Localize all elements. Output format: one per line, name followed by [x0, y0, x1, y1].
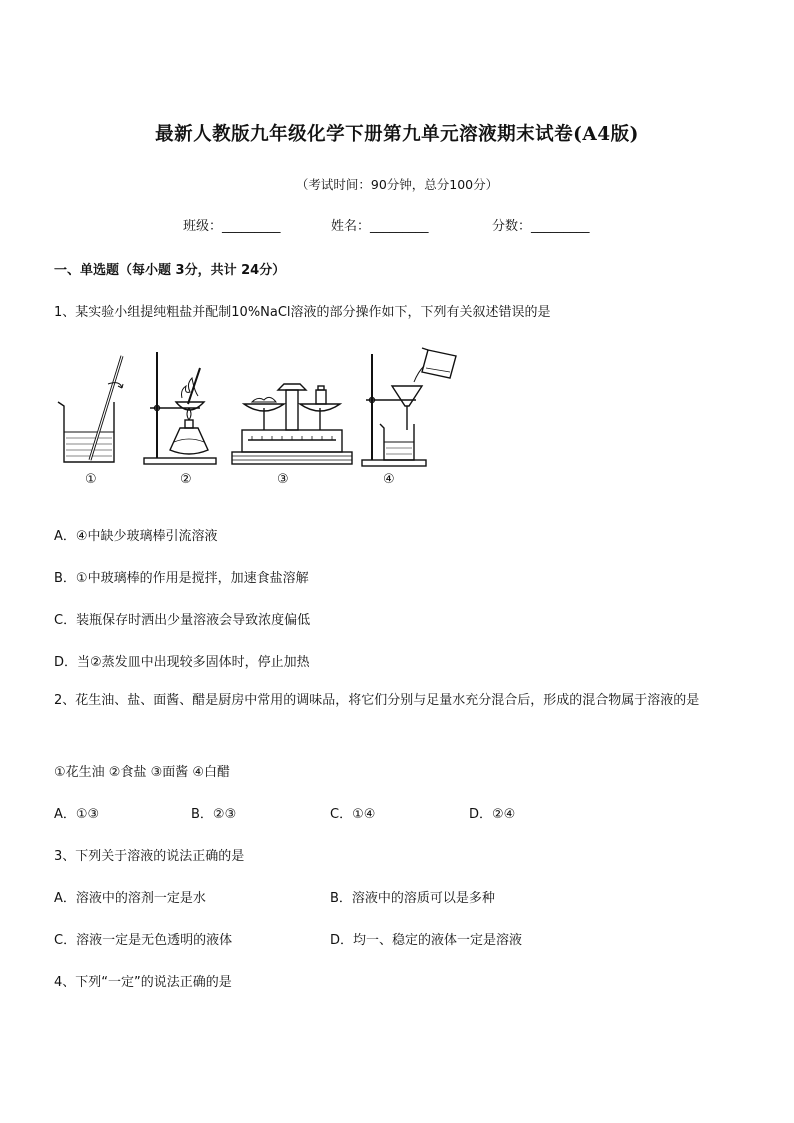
name-field [331, 215, 429, 234]
name-label: 姓名： [331, 219, 371, 234]
question-1-stem: 1、某实验小组提纯粗盐并配制10%NaCl溶液的部分操作如下，下列有关叙述错误的是 [54, 305, 551, 320]
score-label: 分数： [492, 219, 532, 234]
class-field [183, 215, 281, 234]
question-3-stem: 3、下列关于溶液的说法正确的是 [54, 849, 245, 864]
class-label: 班级： [183, 219, 223, 234]
figure-label-2: ② [180, 472, 192, 487]
q2-option-a[interactable]: A．①③ [54, 807, 100, 822]
lab-apparatus-figure [52, 346, 482, 496]
q2-option-b[interactable]: B．②③ [191, 807, 237, 822]
q3-option-c[interactable]: C．溶液一定是无色透明的液体 [54, 933, 233, 948]
q1-option-b[interactable]: B．①中玻璃棒的作用是搅拌，加速食盐溶解 [54, 571, 309, 586]
figure-label-3: ③ [277, 472, 289, 487]
figure-label-4: ④ [383, 472, 395, 487]
question-2-stem: 2、花生油、盐、面酱、醋是厨房中常用的调味品，将它们分别与足量水充分混合后，形成的混合物属于溶液的是 [54, 693, 700, 708]
section-heading: 一、单选题（每小题 3分，共计 24分） [54, 263, 286, 278]
figure-label-1: ① [85, 472, 97, 487]
exam-subtitle: （考试时间：90分钟，总分100分） [295, 177, 499, 192]
q1-option-d[interactable]: D．当②蒸发皿中出现较多固体时，停止加热 [54, 655, 310, 670]
score-field [492, 215, 590, 234]
page-title: 最新人教版九年级化学下册第九单元溶液期末试卷(A4版) [155, 124, 639, 145]
evaporation-illustration [144, 352, 216, 464]
filtration-illustration [362, 348, 456, 466]
q1-option-a[interactable]: A．④中缺少玻璃棒引流溶液 [54, 529, 218, 544]
beaker-stirring-illustration [58, 356, 123, 462]
question-2-items: ①花生油 ②食盐 ③面酱 ④白醋 [54, 765, 231, 780]
q3-option-b[interactable]: B．溶液中的溶质可以是多种 [330, 891, 495, 906]
question-4-stem: 4、下列“一定”的说法正确的是 [54, 975, 232, 990]
score-blank: _________ [531, 219, 590, 234]
name-blank: _________ [370, 219, 429, 234]
q2-option-c[interactable]: C．①④ [330, 807, 376, 822]
q3-option-a[interactable]: A．溶液中的溶剂一定是水 [54, 891, 206, 906]
q3-option-d[interactable]: D．均一、稳定的液体一定是溶液 [330, 933, 523, 948]
class-blank: _________ [222, 219, 281, 234]
q2-option-d[interactable]: D．②④ [469, 807, 516, 822]
balance-illustration [232, 384, 352, 464]
q1-option-c[interactable]: C．装瓶保存时洒出少量溶液会导致浓度偏低 [54, 613, 311, 628]
